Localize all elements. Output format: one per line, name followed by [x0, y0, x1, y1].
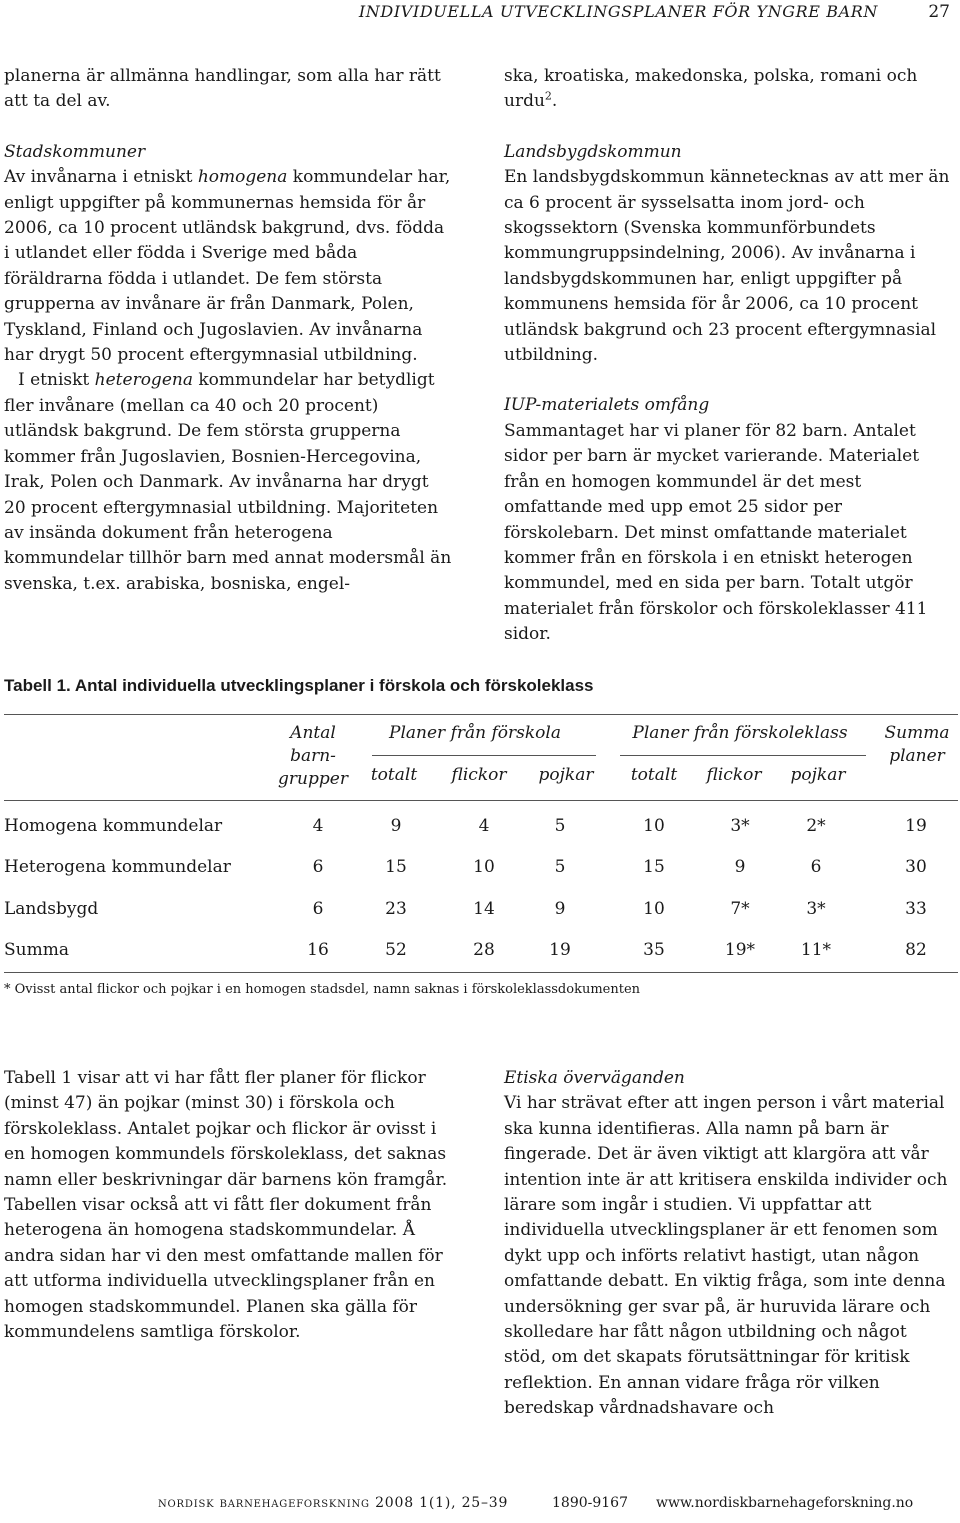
table-cell: 10: [643, 816, 665, 836]
table-cell: 33: [905, 899, 927, 919]
header-text: barn-: [290, 746, 336, 766]
page-footer: [0, 1495, 960, 1517]
emphasis-homogena: homogena: [197, 167, 288, 188]
right-column: [504, 64, 954, 648]
table-cell: 82: [905, 940, 927, 960]
header-text: Antal: [290, 723, 336, 743]
table-top-rule: [4, 714, 958, 715]
paragraph-landsbygd: En landsbygdskommun kännetecknas av att mer än ca 6 procent är sysselsatta inom jord- och skogssektorn (Svenska kommunförbundets kommungruppsindelning, 2006). Av invånarna i landsbygdskommunen har, enligt uppgifter på kommunens hemsida för år 2006, ca 10 procent utländsk bakgrund och 23 procent eftergymnasial utbildning.: [504, 167, 950, 366]
header-planer-forskola: Planer från förskola: [389, 723, 561, 743]
text: kommundelar har, enligt uppgifter på kommunernas hemsida för år 2006, ca 10 procent utländsk bakgrund, dvs. födda i utlandet eller födda i Sverige med båda föräldrarna födda i utlandet. De fem största grupperna av invånare är från Danmark, Polen, Tyskland, Finland och Jugoslavien. Av invånarna har drygt 50 procent eftergymnasial utbildning.: [4, 167, 451, 366]
heading-stadskommuner: Stadskommuner: [4, 141, 146, 162]
running-header: [0, 2, 960, 24]
table-bottom-rule: [4, 972, 958, 973]
bottom-right-column: [504, 1066, 954, 1422]
table-cell: 4: [312, 816, 324, 836]
subheader-pojkar: pojkar: [790, 765, 846, 785]
paragraph-tabell-summary: Tabell 1 visar att vi har fått fler planer för flickor (minst 47) än pojkar (minst 30) i förskola och förskoleklass. Antalet pojkar och flickor är ovisst i en homogen kommundels förskoleklass, det saknas namn eller beskrivningar där barnens kön framgår. Tabellen visar också att vi fått fler dokument från heterogena än homogena stadskommundelar. Å andra sidan har vi den mest omfattande mallen för att utforma individuella utvecklingsplaner från en homogen stadskommundel. Planen ska gälla för kommundelens samtliga förskolor.: [4, 1068, 448, 1343]
header-antal: [268, 722, 358, 791]
heading-etiska: Etiska överväganden: [504, 1068, 685, 1088]
table-cell: 4: [478, 816, 490, 836]
table-cell: 7*: [730, 899, 750, 919]
table-cell: 5: [554, 816, 566, 836]
emphasis-heterogena: heterogena: [94, 370, 193, 391]
table-cell: 28: [473, 940, 495, 960]
table-cell: 16: [307, 940, 329, 960]
text: ska, kroatiska, makedonska, polska, romani och urdu: [504, 66, 918, 112]
table-cell: 6: [312, 857, 324, 877]
paragraph-heterogena: [4, 368, 454, 597]
table-cell: 19: [905, 816, 927, 836]
group-rule-forskola: [372, 755, 596, 756]
table-cell: 30: [905, 857, 927, 877]
table-cell: 6: [810, 857, 822, 877]
row-label: Landsbygd: [4, 899, 99, 919]
row-label: Summa: [4, 940, 69, 960]
table-cell: 9: [734, 857, 746, 877]
table-cell: 15: [643, 857, 665, 877]
table-cell: 9: [390, 816, 402, 836]
subheader-pojkar: pojkar: [538, 765, 594, 785]
table-cell: 9: [554, 899, 566, 919]
header-summa: [874, 722, 960, 768]
left-column: [4, 64, 454, 597]
table-cell: 19: [549, 940, 571, 960]
subheader-totalt: totalt: [630, 765, 678, 785]
table-cell: 14: [473, 899, 495, 919]
table-footnote: * Ovisst antal flickor och pojkar i en homogen stadsdel, namn saknas i förskoleklassdokumenten: [4, 982, 641, 997]
group-rule-forskoleklass: [620, 755, 866, 756]
text: kommundelar har betydligt fler invånare (mellan ca 40 och 20 procent) utländsk bakgrund. De fem största grupperna kommer från Jugoslavien, Bosnien-Hercegovina, Irak, Polen och Danmark. Av invånarna har drygt 20 procent eftergymnasial utbildning. Majoriteten av insända dokument från heterogena kommundelar tillhör barn med annat modersmål än svenska, t.ex. arabiska, bosniska, engel-: [4, 370, 452, 594]
heading-iup-omfang: IUP-materialets omfång: [504, 395, 710, 416]
header-planer-forskoleklass: Planer från förskoleklass: [632, 723, 848, 743]
row-label: Homogena kommundelar: [4, 816, 223, 836]
table-caption: Tabell 1. Antal individuella utvecklingsplaner i förskola och förskoleklass: [4, 676, 594, 695]
issn: 1890-9167: [552, 1495, 628, 1511]
page-number: 27: [928, 2, 950, 22]
continued-paragraph: [504, 64, 954, 115]
table-header-rule: [4, 800, 958, 801]
table-cell: 3*: [730, 816, 750, 836]
table-cell: 5: [554, 857, 566, 877]
table-cell: 11*: [800, 940, 832, 960]
text: Av invånarna i etniskt: [4, 167, 198, 188]
subheader-totalt: totalt: [370, 765, 418, 785]
journal-url: www.nordiskbarnehageforskning.no: [656, 1495, 914, 1511]
bottom-left-column: [4, 1066, 454, 1345]
paragraph-homogena: [4, 165, 454, 368]
row-label: Heterogena kommundelar: [4, 857, 231, 877]
table-cell: 23: [385, 899, 407, 919]
paragraph-iup: Sammantaget har vi planer för 82 barn. Antalet sidor per barn är mycket varierande. Materialet från en homogen kommundel är det mest omfattande med upp emot 25 sidor per förskolebarn. Det minst omfattande materialet kommer från en förskola i en etniskt heterogen kommundel, med en sida per barn. Totalt utgör materialet från förskolor och förskoleklasser 411 sidor.: [504, 420, 928, 645]
table-cell: 15: [385, 857, 407, 877]
footnote-ref: 2: [544, 89, 552, 103]
table-cell: 3*: [806, 899, 826, 919]
running-title: INDIVIDUELLA UTVECKLINGSPLANER FÖR YNGRE BARN: [358, 2, 878, 21]
header-text: Summa: [884, 723, 950, 743]
table-cell: 10: [643, 899, 665, 919]
text: .: [551, 91, 558, 112]
journal-citation: nordisk barnehageforskning 2008 1(1), 25–39: [158, 1495, 509, 1511]
text: I etniskt: [18, 370, 95, 391]
intro-paragraph: planerna är allmänna handlingar, som alla har rätt att ta del av.: [4, 66, 441, 112]
table-cell: 2*: [806, 816, 826, 836]
header-text: planer: [889, 746, 945, 766]
table-cell: 10: [473, 857, 495, 877]
subheader-flickor: flickor: [451, 765, 507, 785]
subheader-flickor: flickor: [706, 765, 762, 785]
table-cell: 19*: [724, 940, 756, 960]
paragraph-etiska: Vi har strävat efter att ingen person i vårt material ska kunna identifieras. Alla namn på barn är fingerade. Det är även viktigt att klargöra att vår intention inte är att kritisera enskilda individer och lärare som ingår i studien. Vi uppfattar att individuella utvecklingsplaner är ett fenomen som dykt upp och införts relativt hastigt, utan någon omfattande debatt. En viktig fråga, som inte denna undersökning ger svar på, är huruvida lärare och skolledare har fått någon utbildning och något stöd, om det skapats förutsättningar för kritisk reflektion. En annan vidare fråga rör vilken beredskap vårdnadshavare och: [504, 1093, 948, 1419]
heading-landsbygdskommun: Landsbygdskommun: [504, 141, 682, 162]
header-text: grupper: [278, 769, 348, 789]
table-cell: 35: [643, 940, 665, 960]
table-cell: 52: [385, 940, 407, 960]
table-cell: 6: [312, 899, 324, 919]
